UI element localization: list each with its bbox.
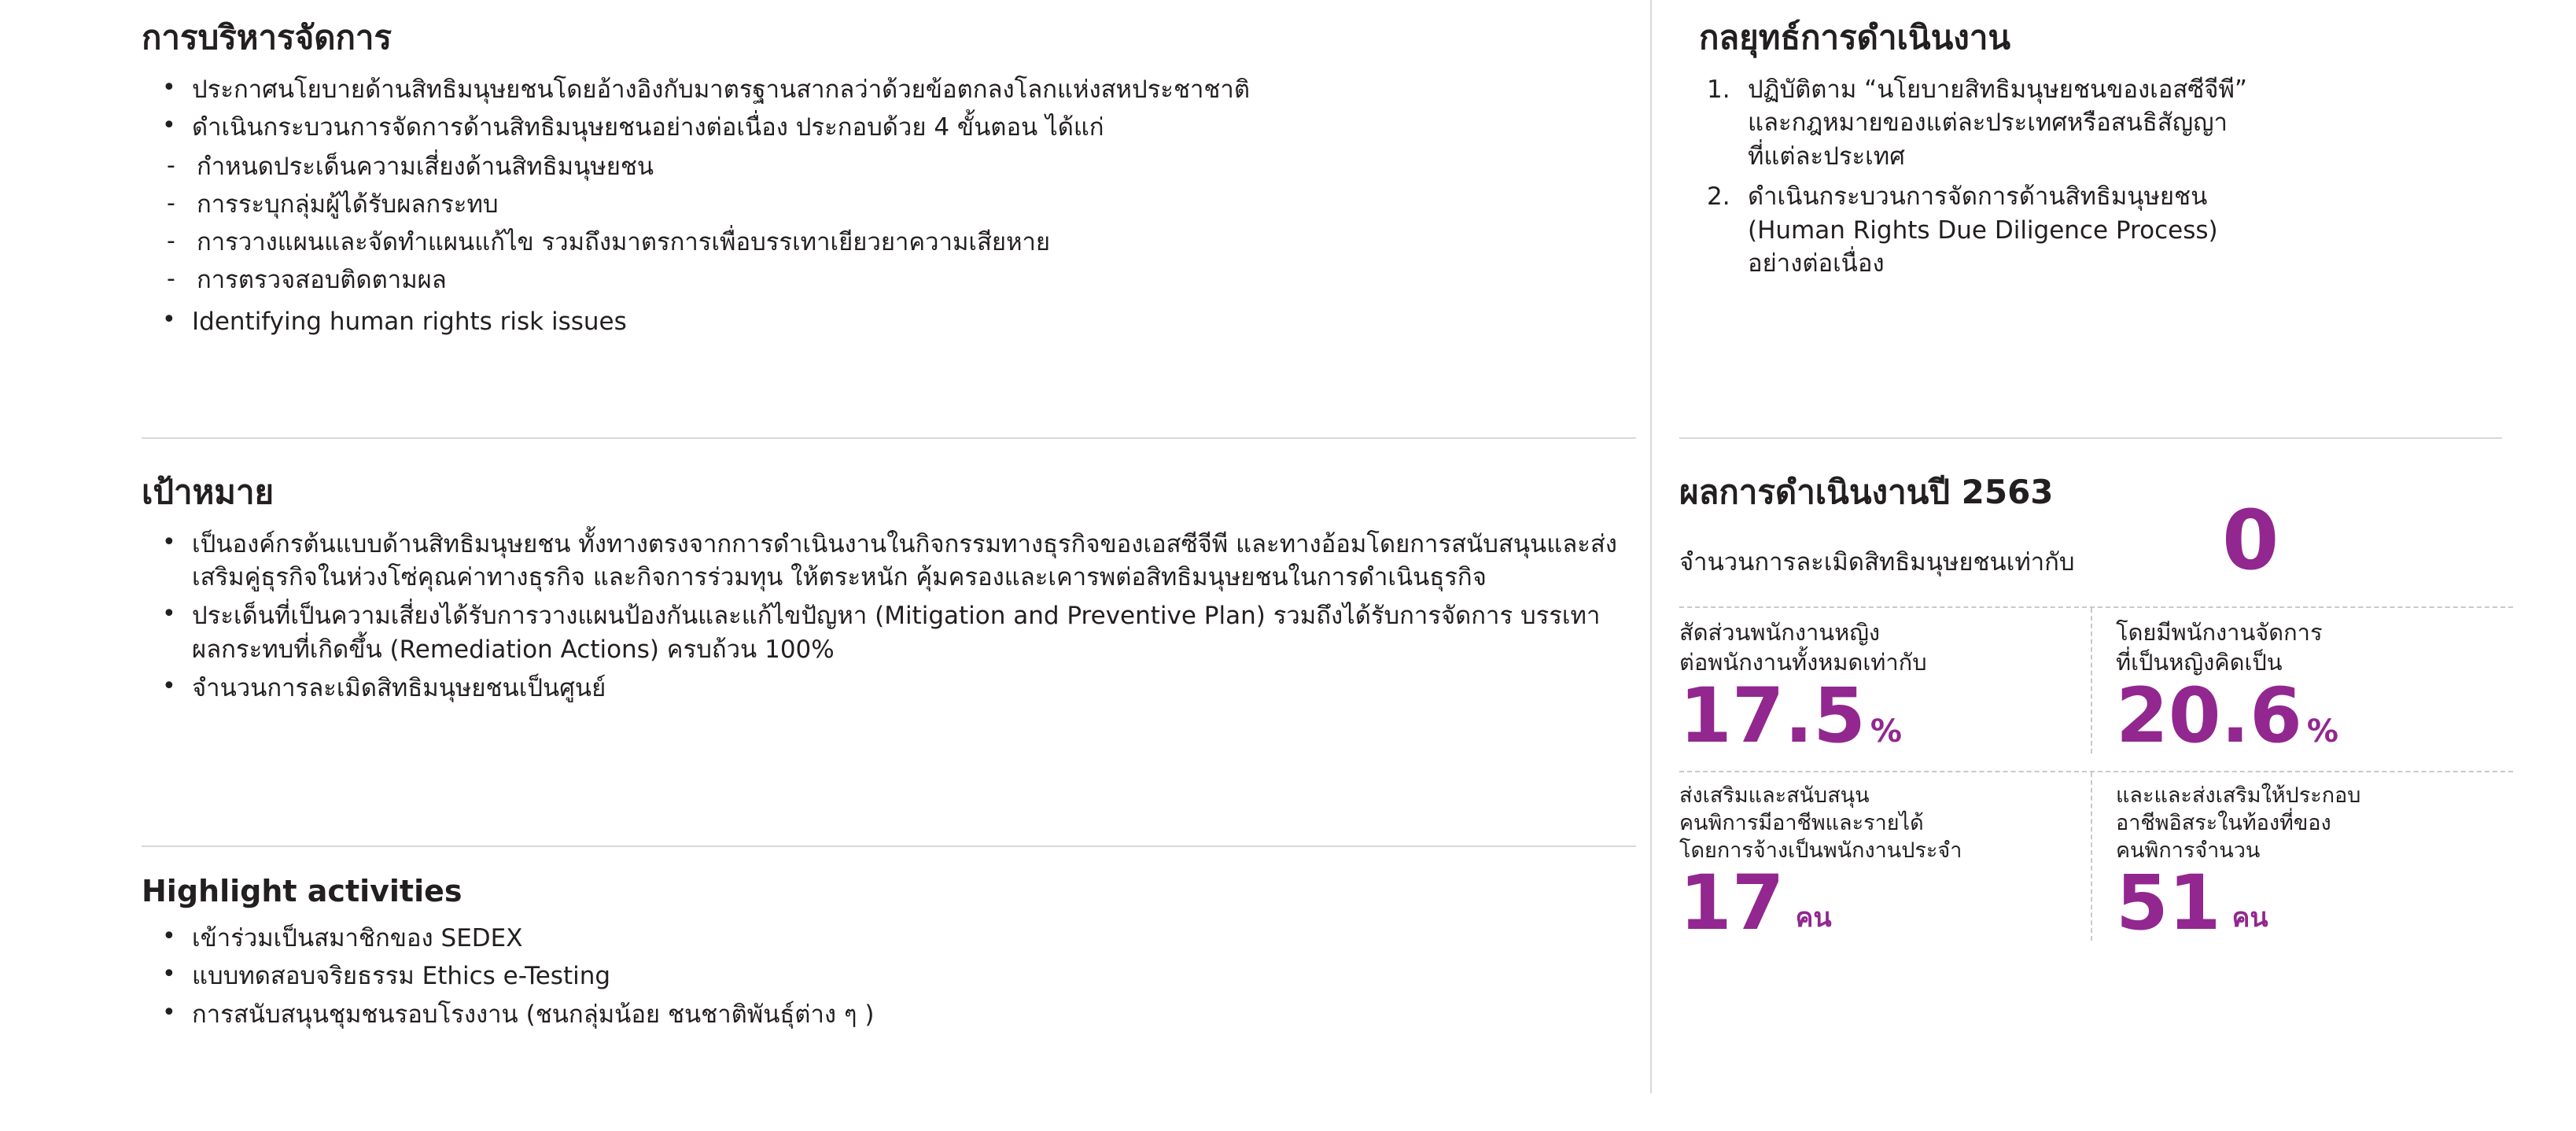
list-item [1699, 73, 2501, 174]
stat-female-ratio [1679, 608, 2091, 761]
strategy-item-2-line-1: ดำเนินกระบวนการจัดการด้านสิทธิมนุษยชน [1748, 182, 2208, 211]
section-goal [142, 472, 1636, 709]
highlight-title: Highlight activities [142, 874, 463, 908]
section-management [142, 0, 1636, 339]
goal-title: เป้าหมาย [142, 473, 275, 511]
stat-label-line: และและส่งเสริมให้ประกอบ [2116, 783, 2361, 809]
section-results [1679, 472, 2513, 947]
stat-disabled-employees [1679, 772, 2091, 947]
stat-disabled-independent [2091, 772, 2502, 947]
strategy-item-1-line-3: ที่แต่ละประเทศ [1748, 142, 1905, 171]
stat-female-management [2091, 608, 2502, 761]
stat-unit: คน [1795, 901, 1832, 934]
right-divider-1 [1679, 437, 2502, 439]
left-divider-1 [142, 437, 1636, 439]
stat-label-line: โดยการจ้างเป็นพนักงานประจำ [1679, 838, 1962, 864]
stat-female-management-label [2116, 608, 2482, 679]
section-highlight-activities [142, 873, 1636, 1037]
results-title: ผลการดำเนินงานปี 2563 [1679, 473, 2054, 511]
stat-female-management-value-wrap [2116, 672, 2482, 761]
stat-unit: % [2306, 713, 2338, 750]
list-item: • Identifying human rights risk issues [142, 305, 1636, 339]
stat-label-line: คนพิการจำนวน [2116, 838, 2261, 864]
list-item: - การวางแผนและจัดทำแผนแก้ไข รวมถึงมาตรการเพื่อบรรเทาเยียวยาความเสียหาย [142, 225, 1636, 260]
list-item: - กำหนดประเด็นความเสี่ยงด้านสิทธิมนุษยชน [142, 149, 1636, 184]
stat-disabled-independent-value-wrap [2116, 858, 2482, 947]
stat-label-line: คนพิการมีอาชีพและรายได้ [1679, 811, 1924, 836]
list-item: • เข้าร่วมเป็นสมาชิกของ SEDEX [142, 922, 1636, 956]
strategy-item-2-line-3: อย่างต่อเนื่อง [1748, 249, 1885, 278]
list-item: - การตรวจสอบติดตามผล [142, 263, 1636, 297]
strategy-item-1-line-2: และกฎหมายของแต่ละประเทศหรือสนธิสัญญา [1748, 109, 2228, 138]
stat-zero-label: จำนวนการละเมิดสิทธิมนุษยชนเท่ากับ [1679, 547, 2075, 577]
stat-zero-value: 0 [2222, 492, 2279, 588]
stat-value: 51 [2116, 858, 2221, 947]
stat-unit: คน [2231, 901, 2268, 934]
stat-value: 17.5 [1679, 672, 1866, 761]
management-last-bullet-list [142, 305, 1636, 339]
highlight-bullet-list [142, 922, 1636, 1032]
stat-label-line: ต่อพนักงานทั้งหมดเท่ากับ [1679, 649, 1927, 676]
stats-row-1 [1679, 608, 2502, 761]
right-column [1679, 0, 2501, 947]
list-item: • ดำเนินกระบวนการจัดการด้านสิทธิมนุษยชนอย่างต่อเนื่อง ประกอบด้วย 4 ขั้นตอน ได้แก่ [142, 111, 1636, 145]
stat-unit: % [1870, 713, 1902, 750]
stat-female-ratio-value-wrap [1679, 672, 2070, 761]
section-strategy [1699, 0, 2501, 281]
vertical-divider [1650, 0, 1652, 1093]
stat-label-line: สัดส่วนพนักงานหญิง [1679, 618, 1881, 646]
list-item: • จำนวนการละเมิดสิทธิมนุษยชนเป็นศูนย์ [142, 672, 1636, 705]
stat-value: 20.6 [2116, 672, 2302, 761]
management-sub-list [142, 149, 1636, 297]
stat-female-ratio-label [1679, 608, 2070, 679]
list-item: • เป็นองค์กรต้นแบบด้านสิทธิมนุษยชน ทั้งทางตรงจากการดำเนินงานในกิจกรรมทางธุรกิจของเอสซีจีพี และทางอ้อมโดยการสนับสนุนและส่งเสริมคู่ธุรกิจในห่วงโซ่คุณค่าทางธุรกิจ และกิจการร่วมทุน ให้ตระหนัก คุ้มครองและเคารพต่อสิทธิมนุษยชนในการดำเนินธุรกิจ [142, 528, 1636, 595]
left-column [142, 0, 1636, 1030]
stat-label-line: ส่งเสริมและสนับสนุน [1679, 783, 1870, 809]
stat-disabled-employees-label [1679, 772, 2070, 864]
stat-disabled-independent-label [2116, 772, 2482, 864]
strategy-list [1699, 73, 2501, 282]
stat-value: 17 [1679, 858, 1785, 947]
list-item: • การสนับสนุนชุมชนรอบโรงงาน (ชนกลุ่มน้อย ชนชาติพันธุ์ต่าง ๆ ) [142, 998, 1636, 1032]
stats-row-2 [1679, 772, 2502, 947]
strategy-item-2-line-2: (Human Rights Due Diligence Process) [1748, 216, 2218, 245]
strategy-item-1-line-1: ปฏิบัติตาม “นโยบายสิทธิมนุษยชนของเอสซีจีพี” [1748, 75, 2247, 104]
left-divider-2 [142, 845, 1636, 847]
list-item [1699, 180, 2501, 281]
management-title: การบริหารจัดการ [142, 18, 392, 57]
list-item: • ประเด็นที่เป็นความเสี่ยงได้รับการวางแผนป้องกันและแก้ไขปัญหา (Mitigation and Preventive Plan) รวมถึงได้รับการจัดการ บรรเทาผลกระทบที่เกิดขึ้น (Remediation Actions) ครบถ้วน 100% [142, 599, 1636, 667]
stat-label-line: โดยมีพนักงานจัดการ [2116, 618, 2323, 646]
stat-label-line: ที่เป็นหญิงคิดเป็น [2116, 649, 2283, 676]
goal-bullet-list [142, 528, 1636, 705]
stat-label-line: อาชีพอิสระในท้องที่ของ [2116, 811, 2331, 836]
list-item: - การระบุกลุ่มผู้ได้รับผลกระทบ [142, 187, 1636, 222]
list-item: • ประกาศนโยบายด้านสิทธิมนุษยชนโดยอ้างอิงกับมาตรฐานสากลว่าด้วยข้อตกลงโลกแห่งสหประชาชาติ [142, 73, 1636, 107]
list-item: • แบบทดสอบจริยธรรม Ethics e-Testing [142, 960, 1636, 993]
stat-disabled-employees-value-wrap [1679, 858, 2070, 947]
management-bullet-list [142, 73, 1636, 146]
strategy-title: กลยุทธ์การดำเนินงาน [1699, 18, 2011, 57]
